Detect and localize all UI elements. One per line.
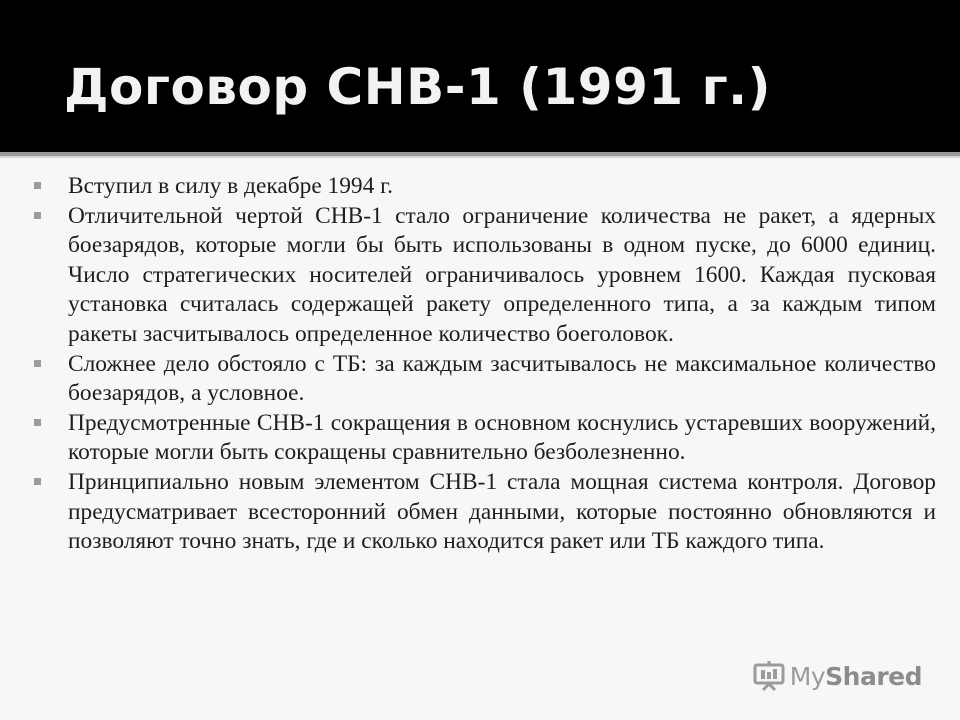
bullet-item (34, 350, 936, 409)
bullet-list (34, 172, 936, 557)
watermark-prefix: My (789, 661, 826, 691)
bullet-item (34, 468, 936, 557)
bullet-text: Предусмотренные СНВ-1 сокращения в основном коснулись устаревших вооружений, которые могли быть сокращены сравнительно безболезненно. (68, 409, 936, 466)
square-bullet-icon (34, 478, 41, 485)
watermark-text (790, 662, 922, 691)
bullet-text: Вступил в силу в декабре 1994 г. (68, 173, 393, 199)
square-bullet-icon (34, 212, 41, 219)
presentation-screen-icon (752, 659, 786, 693)
bullet-text: Отличительной чертой СНВ-1 стало ограничение количества не ракет, а ядерных боезарядов, которые могли бы быть использованы в одном пуске, до 6000 единиц. Число стратегических носителей ограничивалось уровнем 1600. Каждая пусковая установка считалась содержащей ракету определенного типа, а за каждым типом ракеты засчитывалось определенное количество боеголовок. (68, 202, 936, 347)
bullet-item (34, 202, 936, 350)
square-bullet-icon (34, 419, 41, 426)
title-bar (0, 0, 960, 152)
bullet-item (34, 409, 936, 468)
bullet-text: Сложнее дело обстояло с ТБ: за каждым засчитывалось не максимальное количество боезарядов, а условное. (68, 350, 936, 407)
watermark-bold: Shared (825, 661, 922, 691)
title-divider-shadow (0, 156, 960, 158)
square-bullet-icon (34, 182, 41, 189)
slide-title: Договор СНВ-1 (1991 г.) (64, 58, 772, 116)
square-bullet-icon (34, 360, 41, 367)
bullet-text: Принципиально новым элементом СНВ-1 стала мощная система контроля. Договор предусматривает всесторонний обмен данными, которые постоянно обновляются и позволяют точно знать, где и сколько находится ракет или ТБ каждого типа. (68, 468, 936, 555)
bullet-item (34, 172, 936, 202)
mysharedwatermark (752, 656, 922, 696)
